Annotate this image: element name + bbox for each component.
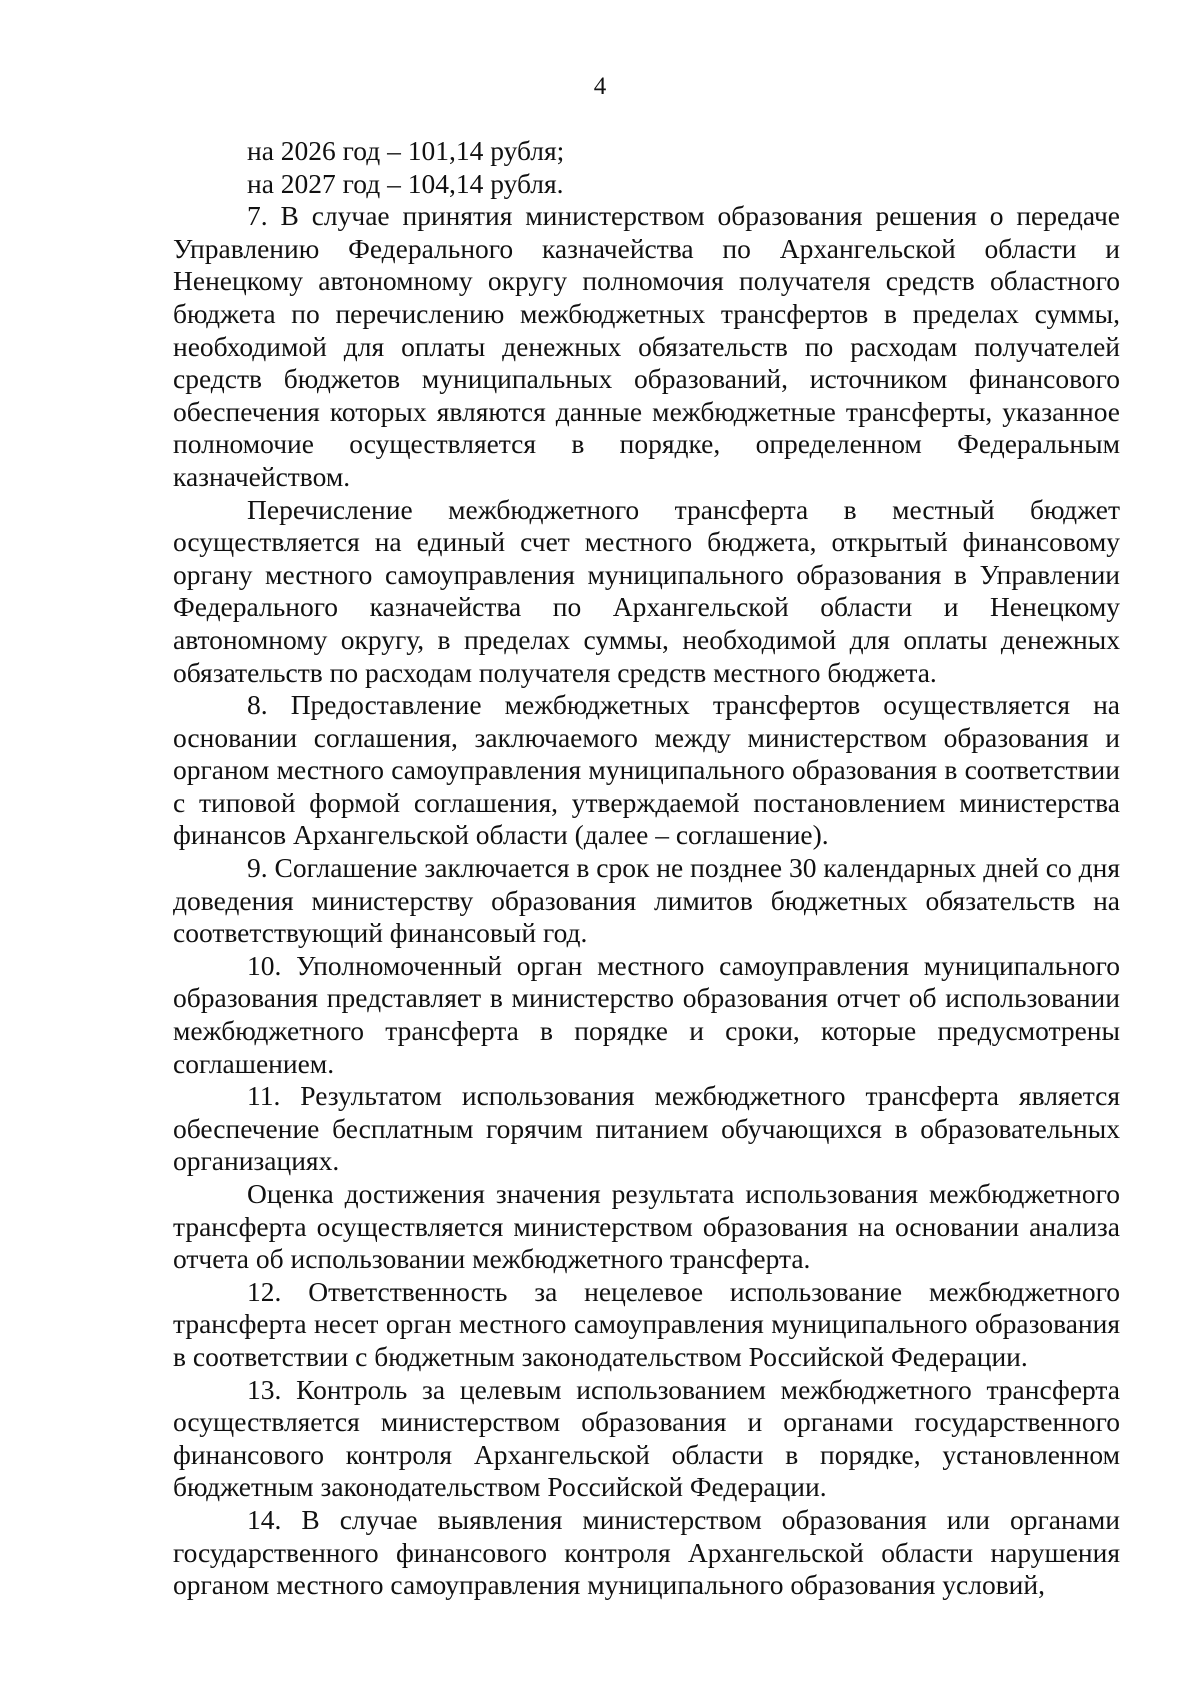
paragraph-item-7: 7. В случае принятия министерством образования решения о передаче Управлению Федерального казначейства по Архангельской области и Ненецкому автономному округу полномочия получателя средств областного бюджета по перечислению межбюджетных трансфертов в пределах суммы, необходимой для оплаты денежных обязательств по расходам получателей средств бюджетов муниципальных образований, источником финансового обеспечения которых являются данные межбюджетные трансферты, указанное полномочие осуществляется в порядке, определенном Федеральным казначейством.	[173, 200, 1120, 492]
paragraph-result-evaluation: Оценка достижения значения результата использования межбюджетного трансферта осуществляется министерством образования на основании анализа отчета об использовании межбюджетного трансферта.	[173, 1178, 1120, 1275]
document-body	[173, 135, 1120, 1602]
paragraph-item-9: 9. Соглашение заключается в срок не позднее 30 календарных дней со дня доведения министерству образования лимитов бюджетных обязательств на соответствующий финансовый год.	[173, 852, 1120, 949]
paragraph-item-8: 8. Предоставление межбюджетных трансфертов осуществляется на основании соглашения, заключаемого между министерством образования и органом местного самоуправления муниципального образования в соответствии с типовой формой соглашения, утверждаемой постановлением министерства финансов Архангельской области (далее – соглашение).	[173, 689, 1120, 851]
page-number: 4	[593, 73, 607, 100]
paragraph-item-13: 13. Контроль за целевым использованием межбюджетного трансферта осуществляется министерством образования и органами государственного финансового контроля Архангельской области в порядке, установленном бюджетным законодательством Российской Федерации.	[173, 1373, 1120, 1503]
paragraph-rate-2027: на 2027 год – 104,14 рубля.	[247, 167, 564, 199]
paragraph-rate-2026: на 2026 год – 101,14 рубля;	[247, 135, 565, 166]
paragraph-item-12: 12. Ответственность за нецелевое использование межбюджетного трансферта несет орган местного самоуправления муниципального образования в соответствии с бюджетным законодательством Российской Федерации.	[173, 1275, 1120, 1372]
paragraph-item-11: 11. Результатом использования межбюджетного трансферта является обеспечение бесплатным горячим питанием обучающихся в образовательных организациях.	[173, 1080, 1120, 1177]
paragraph-item-10: 10. Уполномоченный орган местного самоуправления муниципального образования представляет в министерство образования отчет об использовании межбюджетного трансферта в порядке и сроки, которые предусмотрены соглашением.	[173, 949, 1120, 1079]
paragraph-item-14: 14. В случае выявления министерством образования или органами государственного финансового контроля Архангельской области нарушения органом местного самоуправления муниципального образования условий,	[173, 1503, 1120, 1601]
paragraph-transfer-transfer: Перечисление межбюджетного трансферта в местный бюджет осуществляется на единый счет местного бюджета, открытый финансовому органу местного самоуправления муниципального образования в Управлении Федерального казначейства по Архангельской области и Ненецкому автономному округу, в пределах суммы, необходимой для оплаты денежных обязательств по расходам получателя средств местного бюджета.	[173, 493, 1120, 688]
